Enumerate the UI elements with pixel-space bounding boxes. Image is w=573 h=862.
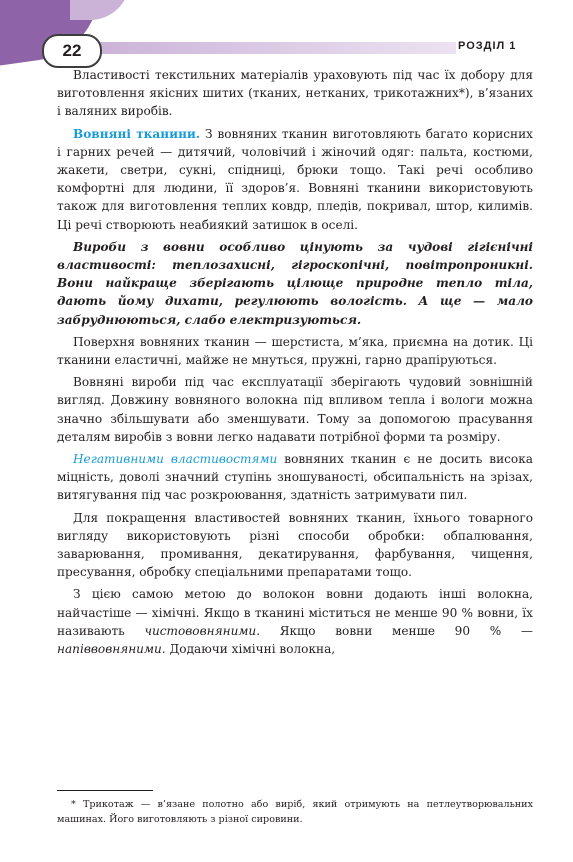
footnote-divider xyxy=(57,790,153,791)
header-bar xyxy=(96,42,456,54)
page-body xyxy=(57,66,533,662)
term-pure-wool: чистововняними xyxy=(144,623,257,638)
footnote: * Трикотаж — в’язане полотно або виріб, який отримують на петлеутворювальних машинах. Його виготовляють з різної сировини. xyxy=(57,799,533,825)
term-wool-fabrics: Вовняні тканини. xyxy=(73,126,201,141)
section-label: РОЗДІЛ 1 xyxy=(458,40,517,52)
blending-text-b: . Якщо вовни менше 90 % — xyxy=(256,623,533,638)
paragraph-hygienic-properties: Вироби з вовни особливо цінують за чудові гігієнічні властивості: теплозахисні, гігроскопічні, повітропроникні. Вони найкраще зберігають цілюще природне тепло тіла, дають йому дихати, регулюють вологість. А ще — мало забруднюються, слабо електризуються. xyxy=(57,239,533,327)
paragraph-wool-fabrics-text: З вовняних тканин виготовляють багато корисних і гарних речей — дитячий, чоловічий і жіночий одяг: пальта, костюми, жакети, светри, сукні, спідниці, брюки тощо. Такі речі особливо комфортні для людини, її здоров’я. Вовняні тканини використовують також для виготовлення теплих ковдр, пледів, покривал, штор, килимів. Ці речі створюють неабиякий затишок в оселі. xyxy=(57,126,533,232)
paragraph-exploitation: Вовняні вироби під час експлуатації зберігають чудовий зовнішній вигляд. Довжину вовняного волокна під впливом тепла і вологи можна значно збільшувати або зменшувати. Тому за допомогою прасування деталям виробів з вовни легко надавати потрібної форми та розміру. xyxy=(57,375,533,444)
term-negative-properties: Негативними властивостями xyxy=(73,452,278,467)
blending-text-c: . Додаючи хімічні волокна, xyxy=(161,642,336,657)
term-semi-wool: напіввовняними xyxy=(57,642,162,657)
paragraph-negative-text: вовняних тканин є не досить висока міцність, доволі значний ступінь зношуваності, обсипальність на зрізах, витягування під час розкроювання, здатність затримувати пил. xyxy=(57,452,533,503)
paragraph-processing: Для покращення властивостей вовняних тканин, їхнього товарного вигляду використовують різні способи обробки: обпалювання, заварювання, промивання, декатирування, фарбування, чищення, пресування, обробку спеціальними препаратами тощо. xyxy=(57,510,533,580)
page-number: 22 xyxy=(42,34,102,68)
paragraph-intro: Властивості текстильних матеріалів ураховують під час їх добору для виготовлення якісних шитих (тканих, нетканих, трикотажних*), в’язаних і валяних виробів. xyxy=(57,68,533,119)
blending-text-a: З цією самою метою до волокон вовни додають інші волокна, найчастіше — хімічні. Якщо в тканині міститься не менше 90 % вовни, їх називають xyxy=(57,587,533,638)
paragraph-negative-properties xyxy=(57,450,533,505)
corner-decoration-light xyxy=(70,0,130,20)
paragraph-wool-fabrics xyxy=(57,125,533,234)
paragraph-blending xyxy=(57,585,533,658)
paragraph-surface: Поверхня вовняних тканин — шерстиста, м’яка, приємна на дотик. Ці тканини еластичні, майже не мнуться, пружні, гарно драпіруються. xyxy=(57,334,533,368)
